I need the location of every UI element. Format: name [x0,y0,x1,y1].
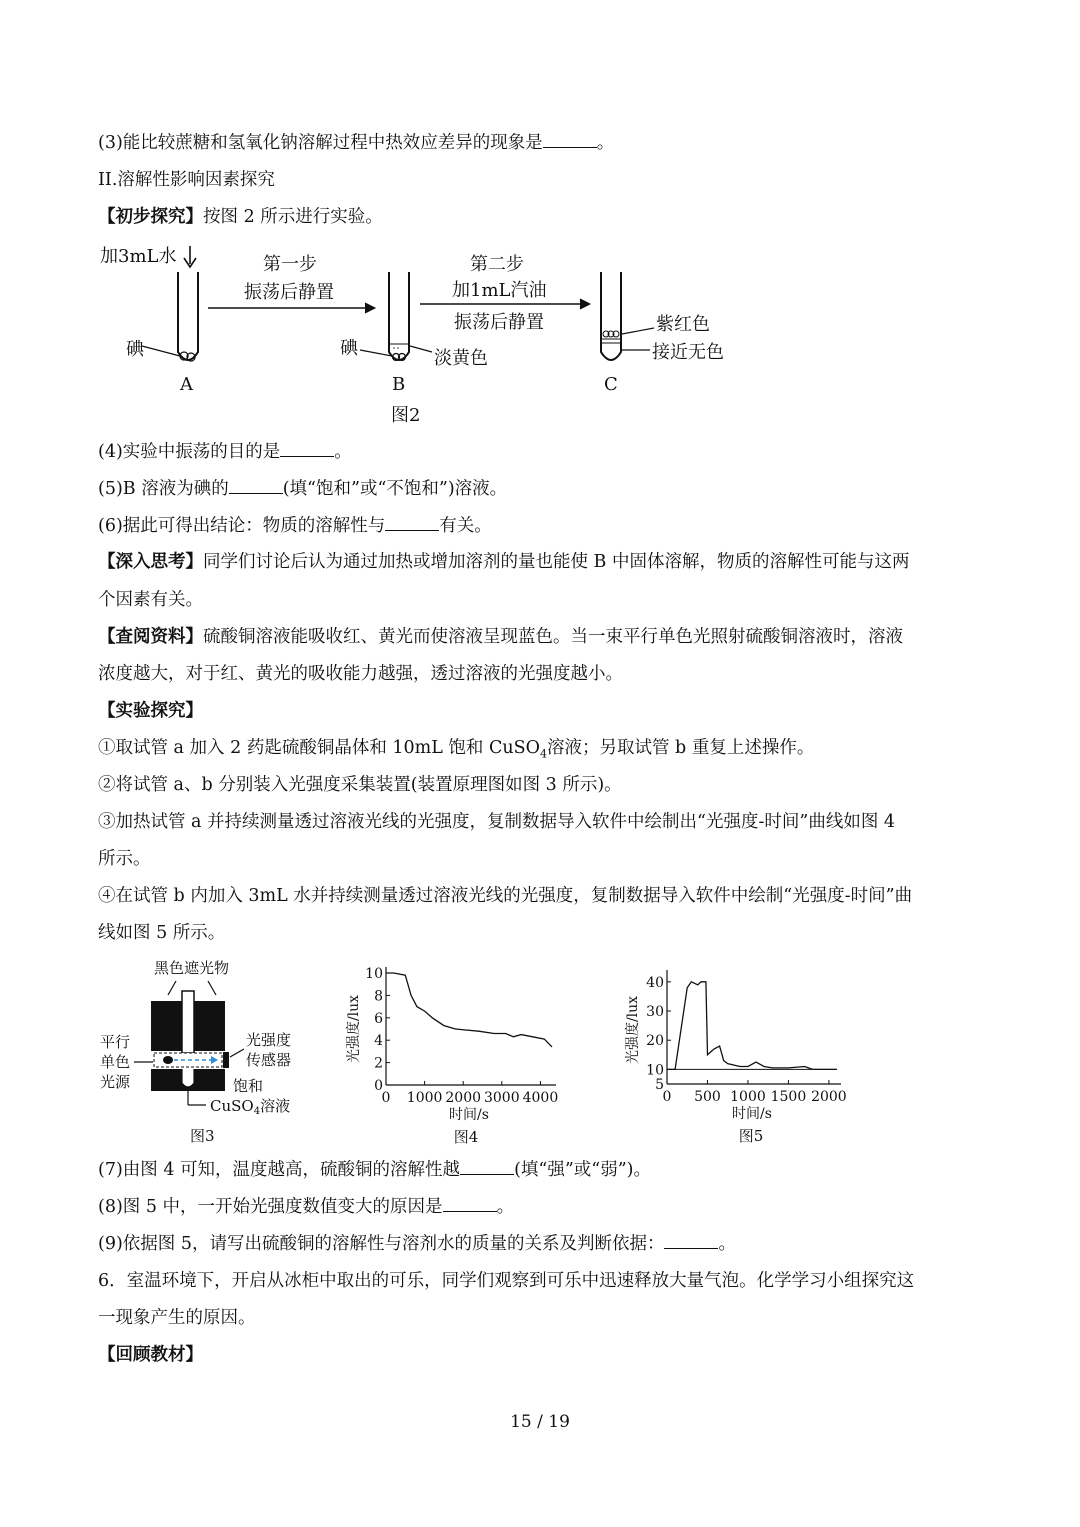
answer-blank[interactable] [229,477,283,494]
y-tick-label: 40 [646,974,664,991]
label-mono: 单色 [100,1053,131,1071]
figure-4-chart [340,958,570,1150]
x-axis-label: 时间/s [449,1107,489,1123]
y-tick-label: 20 [646,1033,664,1050]
label-sensor-2: 传感器 [246,1051,292,1069]
experiment-step-4: ④在试管 b 内加入 3mL 水并持续测量透过溶液光线的光强度，复制数据导入软件中绘制“光强度-时间”曲 [98,886,913,906]
answer-blank[interactable] [543,131,597,148]
label-step-1-action: 振荡后静置 [244,282,334,303]
label-sensor-1: 光强度 [246,1031,292,1049]
label-tube-b: B [392,374,406,395]
experiment-step-2: ②将试管 a、b 分别装入光强度采集装置(装置原理图如图 3 所示)。 [98,775,622,795]
y-axis-label: 光强度/lux [625,995,641,1065]
prelim-paragraph: 【初步探究】按图 2 所示进行实验。 [98,207,383,227]
label-parallel: 平行 [100,1033,131,1051]
label-add-water: 加3mL水 [100,246,177,267]
label-near-colorless: 接近无色 [652,342,724,363]
figure-3-apparatus [98,955,318,1150]
label-tube-c: C [604,374,618,395]
x-tick-label: 0 [381,1090,391,1106]
question-6-line-2: 一现象产生的原因。 [98,1308,256,1328]
y-tick-label: 10 [365,966,383,982]
lookup-line-1: 【查阅资料】硫酸铜溶液能吸收红、黄光而使溶液呈现蓝色。当一束平行单色光照射硫酸铜溶液时，溶液 [98,627,903,647]
label-step-2-add: 加1mL汽油 [452,280,547,301]
test-tube-b [389,272,409,360]
data-series-line [667,982,837,1070]
y-tick-label: 2 [374,1055,383,1072]
section-heading: II.溶解性影响因素探究 [98,170,275,190]
x-tick-label: 2000 [811,1089,847,1105]
question-6: (6)据此可得出结论：物质的溶解性与 有关。 [98,516,492,536]
page-number: 15 / 19 [510,1412,570,1432]
label-cuso4: CuSO$_4$溶液 [210,1097,291,1117]
question-9: (9)依据图 5，请写出硫酸铜的溶解性与溶剂水的质量的关系及判断依据： 。 [98,1234,736,1254]
figure-5-chart [615,958,860,1150]
experiment-step-1: ①取试管 a 加入 2 药匙硫酸铜晶体和 10mL 饱和 CuSO$_4$溶液；另取试管 b 重复上述操作。 [98,738,815,761]
lookup-line-2: 浓度越大，对于红、黄光的吸收能力越强，透过溶液的光强度越小。 [98,664,623,684]
label-iodine-a: 碘 [126,339,144,360]
label-black-cover: 黑色遮光物 [154,959,230,977]
experiment-step-3: ③加热试管 a 并持续测量透过溶液光线的光强度，复制数据导入软件中绘制出“光强度-时间”曲线如图 4 [98,812,896,832]
y-tick-label: 30 [646,1004,664,1021]
figure-2-diagram [98,240,758,430]
y-axis-label: 光强度/lux [346,994,362,1064]
question-7: (7)由图 4 可知，温度越高，硫酸铜的溶解性越 (填“强”或“弱”)。 [98,1160,652,1180]
deep-thinking-line-2: 个因素有关。 [98,590,203,610]
answer-blank[interactable] [460,1158,514,1175]
label-pale-yellow: 淡黄色 [434,348,488,369]
experiment-step-4-cont: 线如图 5 所示。 [98,923,226,943]
label-step-2-action: 振荡后静置 [454,312,544,333]
x-tick-label: 2000 [445,1090,482,1106]
experiment-heading: 【实验探究】 [98,701,203,721]
y-tick-label: 10 [646,1062,664,1079]
y-tick-label: 5 [655,1077,664,1093]
x-tick-label: 1000 [406,1090,443,1106]
sensor [223,1052,229,1068]
figure-caption: 图4 [453,1128,479,1146]
x-tick-label: 4000 [522,1090,559,1106]
label-iodine-b: 碘 [340,338,358,359]
x-tick-label: 1000 [730,1089,766,1105]
y-tick-label: 0 [374,1078,383,1094]
answer-blank[interactable] [664,1232,718,1249]
question-8: (8)图 5 中，一开始光强度数值变大的原因是 。 [98,1197,515,1217]
question-5: (5)B 溶液为碘的 (填“饱和”或“不饱和”)溶液。 [98,479,508,499]
x-tick-label: 3000 [483,1090,520,1106]
label-tube-a: A [180,374,193,395]
figure-caption: 图5 [738,1127,764,1145]
data-series-line [386,973,552,1047]
label-purple-red: 紫红色 [656,314,710,335]
deep-thinking-line-1: 【深入思考】同学们讨论后认为通过加热或增加溶剂的量也能使 B 中固体溶解，物质的溶解性可能与这两 [98,552,910,572]
label-step-1: 第一步 [263,254,317,275]
label-step-2: 第二步 [470,254,524,275]
y-tick-label: 6 [374,1010,383,1027]
answer-blank[interactable] [280,440,334,457]
x-tick-label: 1500 [770,1089,807,1105]
x-tick-label: 500 [694,1089,721,1105]
x-tick-label: 0 [662,1089,672,1105]
experiment-step-3-cont: 所示。 [98,849,151,869]
question-4: (4)实验中振荡的目的是 。 [98,442,352,462]
review-heading: 【回顾教材】 [98,1345,203,1365]
label-source: 光源 [100,1073,131,1091]
answer-blank[interactable] [385,514,439,531]
x-axis-label: 时间/s [732,1106,772,1122]
y-tick-label: 4 [374,1033,383,1050]
question-6-line-1: 6．室温环境下，开启从冰柜中取出的可乐，同学们观察到可乐中迅速释放大量气泡。化学学习小组探究这 [98,1271,915,1291]
test-tube-a [178,272,198,360]
figure-2-caption: 图2 [391,405,421,426]
y-tick-label: 8 [374,988,383,1005]
label-saturated: 饱和 [233,1077,264,1095]
figure-3-caption: 图3 [190,1127,215,1145]
test-tube-c [601,272,621,360]
answer-blank[interactable] [443,1195,497,1212]
question-3: (3)能比较蔗糖和氢氧化钠溶解过程中热效应差异的现象是 。 [98,133,615,153]
